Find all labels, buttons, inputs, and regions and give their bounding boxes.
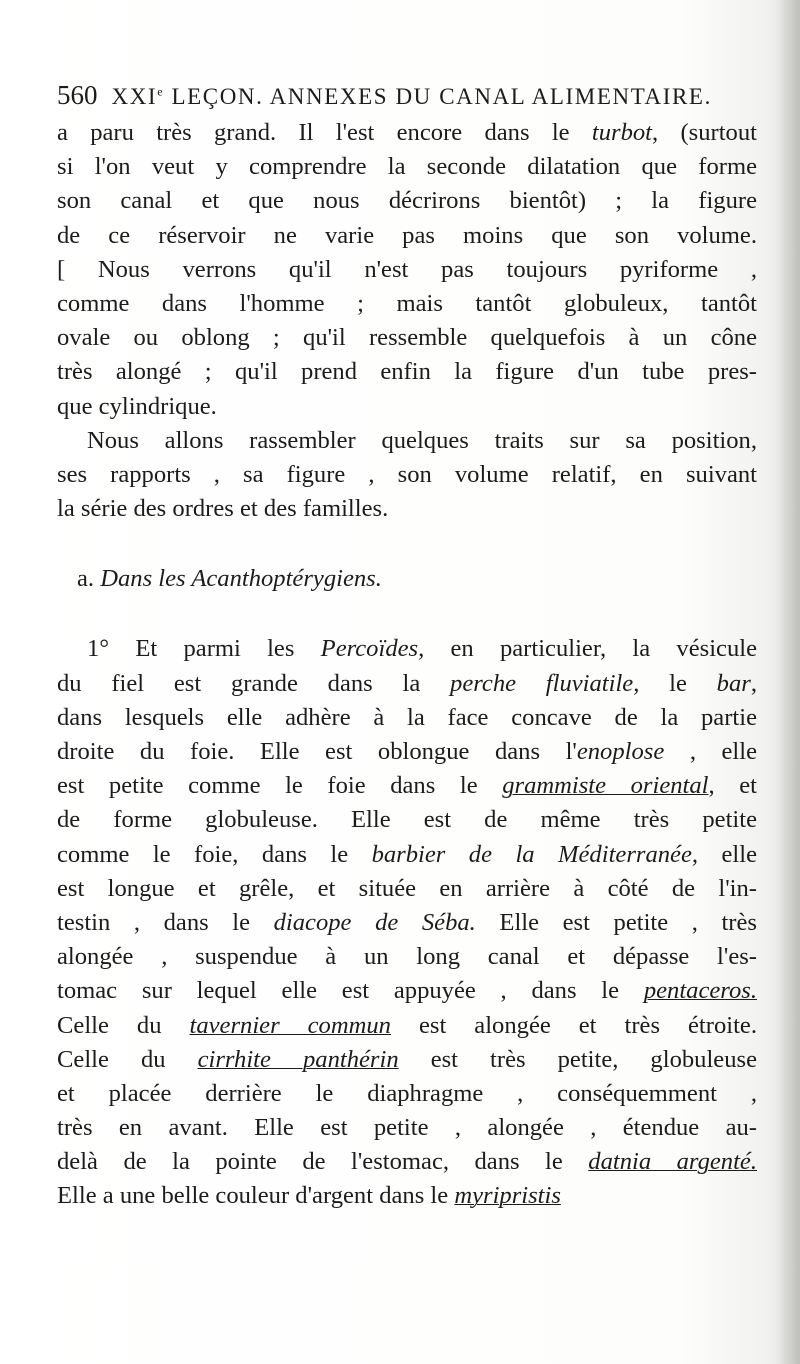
text-line: Celle du cirrhite panthérin est très petite, globuleuse	[57, 1045, 757, 1073]
lesson-superscript: e	[157, 84, 165, 99]
text-line: ovale ou oblong ; qu'il ressemble quelquefois à un cône	[57, 324, 757, 352]
section-letter: a.	[77, 565, 95, 593]
text-line: a paru très grand. Il l'est encore dans le turbot, (surtout	[57, 119, 757, 146]
text-line: très en avant. Elle est petite , alongée , étendue au-	[57, 1114, 757, 1142]
text-line: et placée derrière le diaphragme , conséquemment ,	[57, 1079, 757, 1107]
species-name: turbot	[591, 119, 653, 146]
text-line: est longue et grêle, et située en arrière à côté de l'in-	[57, 874, 757, 902]
running-header	[57, 80, 712, 111]
running-title: LEÇON. ANNEXES DU CANAL ALIMENTAIRE.	[171, 84, 712, 109]
lesson-number: XXI	[111, 84, 158, 109]
text-line: comme le foie, dans le barbier de la Méditerranée, elle	[57, 840, 757, 868]
text-line: 1° Et parmi les Percoïdes, en particulier, la vésicule	[87, 635, 757, 663]
text-line: si l'on veut y comprendre la seconde dilatation que forme	[57, 153, 757, 181]
text-line: alongée , suspendue à un long canal et dépasse l'es-	[57, 943, 757, 971]
spacer	[57, 526, 757, 562]
page-number: 560	[57, 80, 98, 110]
text-line: Elle a une belle couleur d'argent dans le myripristis	[57, 1182, 561, 1210]
text-line: ses rapports , sa figure , son volume relatif, en suivant	[57, 460, 757, 488]
text-line: est petite comme le foie dans le grammiste oriental, et	[57, 772, 757, 800]
text-line: de forme globuleuse. Elle est de même très petite	[57, 806, 757, 834]
section-heading	[57, 562, 757, 596]
text-line: [ Nous verrons qu'il n'est pas toujours pyriforme ,	[57, 255, 757, 283]
text-line: comme dans l'homme ; mais tantôt globuleux, tantôt	[57, 289, 757, 317]
body-text	[57, 116, 757, 1214]
text-line: très alongé ; qu'il prend enfin la figure d'un tube pres-	[57, 358, 757, 386]
spacer	[57, 596, 757, 632]
text-line: droite du foie. Elle est oblongue dans l'enoplose , elle	[57, 738, 757, 765]
text-line: delà de la pointe de l'estomac, dans le datnia argenté.	[57, 1148, 757, 1176]
text-line: de ce réservoir ne varie pas moins que son volume.	[57, 221, 757, 249]
text-line: son canal et que nous décrirons bientôt) ; la figure	[57, 187, 757, 215]
text-line: Celle du tavernier commun est alongée et très étroite.	[57, 1011, 757, 1039]
text-line: testin , dans le diacope de Séba. Elle est petite , très	[57, 908, 757, 936]
text-line: tomac sur lequel elle est appuyée , dans le pentaceros.	[57, 977, 757, 1005]
page-edge-shadow	[778, 0, 800, 1364]
text-line: la série des ordres et des familles.	[57, 495, 389, 523]
text-line: que cylindrique.	[57, 392, 217, 420]
text-line: Nous allons rassembler quelques traits sur sa position,	[87, 426, 757, 454]
section-title: Dans les Acanthoptérygiens.	[100, 565, 382, 593]
text-line: du fiel est grande dans la perche fluviatile, le bar,	[57, 669, 757, 697]
text-line: dans lesquels elle adhère à la face concave de la partie	[57, 703, 757, 731]
